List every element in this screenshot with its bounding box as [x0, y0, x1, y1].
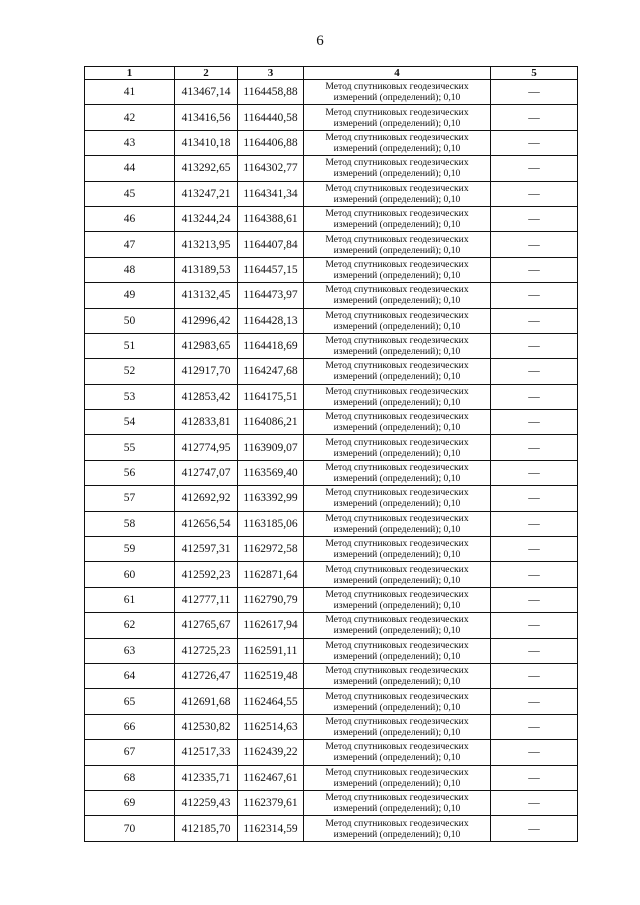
dash-cell: —	[491, 283, 578, 308]
method-line-2: измерений (определений); 0,10	[333, 269, 461, 281]
method-line-2: измерений (определений); 0,10	[333, 803, 461, 815]
table-row	[85, 333, 578, 358]
dash-cell: —	[491, 790, 578, 815]
table-row	[85, 105, 578, 130]
method-line-1: Метод спутниковых геодезических	[325, 589, 469, 600]
coordinates-table	[84, 66, 578, 842]
method-line-1: Метод спутниковых геодезических	[325, 487, 469, 499]
point-number-cell: 58	[85, 511, 175, 536]
method-line-1: Метод спутниковых геодезических	[325, 766, 469, 778]
method-line-2: измерений (определений); 0,10	[333, 447, 461, 459]
y-coordinate-cell: 1163569,40	[238, 460, 304, 485]
method-line-2: измерений (определений); 0,10	[333, 752, 461, 764]
dash-cell: —	[491, 206, 578, 231]
method-cell	[304, 486, 491, 511]
method-cell	[304, 308, 491, 333]
method-cell	[304, 232, 491, 257]
method-cell	[304, 156, 491, 181]
method-line-1: Метод спутниковых геодезических	[325, 817, 469, 829]
method-line-2: измерений (определений); 0,10	[333, 371, 461, 383]
dash-cell: —	[491, 613, 578, 638]
method-cell	[304, 181, 491, 206]
table-row	[85, 562, 578, 587]
dash-cell: —	[491, 156, 578, 181]
method-line-2: измерений (определений); 0,10	[333, 396, 461, 408]
method-cell	[304, 384, 491, 409]
point-number-cell: 69	[85, 790, 175, 815]
y-coordinate-cell: 1162790,79	[238, 587, 304, 612]
method-line-2: измерений (определений); 0,10	[333, 244, 461, 256]
method-line-2: измерений (определений); 0,10	[333, 523, 461, 535]
y-coordinate-cell: 1164175,51	[238, 384, 304, 409]
point-number-cell: 62	[85, 613, 175, 638]
method-line-1: Метод спутниковых геодезических	[325, 538, 469, 550]
method-line-1: Метод спутниковых геодезических	[325, 182, 469, 194]
table-row	[85, 460, 578, 485]
method-cell	[304, 765, 491, 790]
y-coordinate-cell: 1164418,69	[238, 333, 304, 358]
table-row	[85, 257, 578, 282]
method-line-2: измерений (определений); 0,10	[333, 117, 461, 129]
method-line-2: измерений (определений); 0,10	[333, 219, 461, 231]
x-coordinate-cell: 412765,67	[175, 613, 238, 638]
y-coordinate-cell: 1164341,34	[238, 181, 304, 206]
point-number-cell: 61	[85, 587, 175, 612]
table-row	[85, 511, 578, 536]
x-coordinate-cell: 412517,33	[175, 740, 238, 765]
point-number-cell: 53	[85, 384, 175, 409]
table-row	[85, 816, 578, 841]
y-coordinate-cell: 1164440,58	[238, 105, 304, 130]
x-coordinate-cell: 413416,56	[175, 105, 238, 130]
y-coordinate-cell: 1162514,63	[238, 714, 304, 739]
y-coordinate-cell: 1162314,59	[238, 816, 304, 841]
header-col-3: 3	[238, 67, 304, 80]
y-coordinate-cell: 1164388,61	[238, 206, 304, 231]
method-line-1: Метод спутниковых геодезических	[325, 512, 469, 524]
method-line-2: измерений (определений); 0,10	[333, 168, 461, 180]
table-row	[85, 587, 578, 612]
dash-cell: —	[491, 181, 578, 206]
method-cell	[304, 638, 491, 663]
method-line-1: Метод спутниковых геодезических	[325, 741, 469, 753]
point-number-cell: 42	[85, 105, 175, 130]
method-cell	[304, 537, 491, 562]
table-row	[85, 486, 578, 511]
dash-cell: —	[491, 435, 578, 460]
y-coordinate-cell: 1162379,61	[238, 790, 304, 815]
dash-cell: —	[491, 562, 578, 587]
method-line-2: измерений (определений); 0,10	[333, 549, 461, 561]
point-number-cell: 41	[85, 80, 175, 105]
method-cell	[304, 283, 491, 308]
method-line-1: Метод спутниковых геодезических	[325, 462, 469, 474]
method-line-1: Метод спутниковых геодезических	[325, 208, 469, 220]
x-coordinate-cell: 413244,24	[175, 206, 238, 231]
dash-cell: —	[491, 765, 578, 790]
y-coordinate-cell: 1162467,61	[238, 765, 304, 790]
x-coordinate-cell: 412725,23	[175, 638, 238, 663]
method-cell	[304, 130, 491, 155]
dash-cell: —	[491, 816, 578, 841]
method-line-2: измерений (определений); 0,10	[333, 726, 461, 738]
table-row	[85, 638, 578, 663]
method-line-2: измерений (определений); 0,10	[333, 498, 461, 510]
dash-cell: —	[491, 359, 578, 384]
table-row	[85, 156, 578, 181]
method-cell	[304, 511, 491, 536]
dash-cell: —	[491, 587, 578, 612]
y-coordinate-cell: 1162617,94	[238, 613, 304, 638]
y-coordinate-cell: 1164458,88	[238, 80, 304, 105]
x-coordinate-cell: 412983,65	[175, 333, 238, 358]
method-cell	[304, 562, 491, 587]
point-number-cell: 47	[85, 232, 175, 257]
method-cell	[304, 435, 491, 460]
y-coordinate-cell: 1164247,68	[238, 359, 304, 384]
x-coordinate-cell: 412691,68	[175, 689, 238, 714]
method-line-2: измерений (определений); 0,10	[333, 574, 461, 586]
table-row	[85, 765, 578, 790]
x-coordinate-cell: 412656,54	[175, 511, 238, 536]
method-line-1: Метод спутниковых геодезических	[325, 715, 469, 727]
method-line-2: измерений (определений); 0,10	[333, 828, 461, 840]
x-coordinate-cell: 412185,70	[175, 816, 238, 841]
method-line-2: измерений (определений); 0,10	[333, 650, 461, 662]
point-number-cell: 55	[85, 435, 175, 460]
method-cell	[304, 613, 491, 638]
dash-cell: —	[491, 663, 578, 688]
method-line-1: Метод спутниковых геодезических	[325, 792, 469, 804]
x-coordinate-cell: 412774,95	[175, 435, 238, 460]
method-cell	[304, 460, 491, 485]
method-line-2: измерений (определений); 0,10	[333, 701, 461, 713]
method-line-1: Метод спутниковых геодезических	[325, 106, 469, 118]
method-cell	[304, 740, 491, 765]
y-coordinate-cell: 1162439,22	[238, 740, 304, 765]
point-number-cell: 48	[85, 257, 175, 282]
x-coordinate-cell: 412530,82	[175, 714, 238, 739]
method-cell	[304, 333, 491, 358]
method-line-1: Метод спутниковых геодезических	[325, 258, 469, 270]
point-number-cell: 49	[85, 283, 175, 308]
method-cell	[304, 410, 491, 435]
method-line-1: Метод спутниковых геодезических	[325, 81, 469, 93]
x-coordinate-cell: 413467,14	[175, 80, 238, 105]
dash-cell: —	[491, 80, 578, 105]
method-line-2: измерений (определений); 0,10	[333, 625, 461, 637]
x-coordinate-cell: 412747,07	[175, 460, 238, 485]
method-cell	[304, 359, 491, 384]
header-col-4: 4	[304, 67, 491, 80]
method-line-2: измерений (определений); 0,10	[333, 295, 461, 307]
y-coordinate-cell: 1162519,48	[238, 663, 304, 688]
dash-cell: —	[491, 308, 578, 333]
y-coordinate-cell: 1164406,88	[238, 130, 304, 155]
table-row	[85, 714, 578, 739]
method-line-2: измерений (определений); 0,10	[333, 92, 461, 104]
point-number-cell: 63	[85, 638, 175, 663]
dash-cell: —	[491, 105, 578, 130]
table-body	[85, 80, 578, 842]
method-cell	[304, 714, 491, 739]
x-coordinate-cell: 412996,42	[175, 308, 238, 333]
table-row	[85, 613, 578, 638]
method-cell	[304, 105, 491, 130]
table-row	[85, 663, 578, 688]
x-coordinate-cell: 412692,92	[175, 486, 238, 511]
point-number-cell: 50	[85, 308, 175, 333]
y-coordinate-cell: 1162464,55	[238, 689, 304, 714]
x-coordinate-cell: 412335,71	[175, 765, 238, 790]
method-line-2: измерений (определений); 0,10	[333, 676, 461, 688]
y-coordinate-cell: 1162591,11	[238, 638, 304, 663]
dash-cell: —	[491, 689, 578, 714]
point-number-cell: 60	[85, 562, 175, 587]
point-number-cell: 66	[85, 714, 175, 739]
x-coordinate-cell: 413247,21	[175, 181, 238, 206]
table-row	[85, 359, 578, 384]
x-coordinate-cell: 412597,31	[175, 537, 238, 562]
point-number-cell: 45	[85, 181, 175, 206]
method-line-1: Метод спутниковых геодезических	[325, 436, 469, 448]
method-cell	[304, 689, 491, 714]
method-cell	[304, 80, 491, 105]
method-line-1: Метод спутниковых геодезических	[325, 563, 469, 575]
table-row	[85, 308, 578, 333]
y-coordinate-cell: 1164457,15	[238, 257, 304, 282]
method-line-1: Метод спутниковых геодезических	[325, 385, 469, 397]
y-coordinate-cell: 1164086,21	[238, 410, 304, 435]
method-line-2: измерений (определений); 0,10	[333, 473, 461, 485]
point-number-cell: 44	[85, 156, 175, 181]
y-coordinate-cell: 1164302,77	[238, 156, 304, 181]
dash-cell: —	[491, 511, 578, 536]
table-row	[85, 384, 578, 409]
point-number-cell: 52	[85, 359, 175, 384]
method-line-1: Метод спутниковых геодезических	[325, 309, 469, 321]
method-line-1: Метод спутниковых геодезических	[325, 157, 469, 169]
method-line-2: измерений (определений); 0,10	[333, 193, 461, 205]
y-coordinate-cell: 1163392,99	[238, 486, 304, 511]
table-row	[85, 232, 578, 257]
x-coordinate-cell: 412777,11	[175, 587, 238, 612]
y-coordinate-cell: 1162871,64	[238, 562, 304, 587]
dash-cell: —	[491, 460, 578, 485]
method-line-2: измерений (определений); 0,10	[333, 600, 461, 611]
point-number-cell: 64	[85, 663, 175, 688]
y-coordinate-cell: 1164407,84	[238, 232, 304, 257]
table-row	[85, 130, 578, 155]
x-coordinate-cell: 412917,70	[175, 359, 238, 384]
table-row	[85, 790, 578, 815]
method-line-2: измерений (определений); 0,10	[333, 346, 461, 358]
method-cell	[304, 587, 491, 612]
x-coordinate-cell: 412853,42	[175, 384, 238, 409]
x-coordinate-cell: 412833,81	[175, 410, 238, 435]
method-cell	[304, 257, 491, 282]
header-col-1: 1	[85, 67, 175, 80]
table-row	[85, 537, 578, 562]
method-line-1: Метод спутниковых геодезических	[325, 360, 469, 372]
method-line-1: Метод спутниковых геодезических	[325, 690, 469, 702]
header-col-2: 2	[175, 67, 238, 80]
dash-cell: —	[491, 714, 578, 739]
dash-cell: —	[491, 232, 578, 257]
y-coordinate-cell: 1164473,97	[238, 283, 304, 308]
dash-cell: —	[491, 537, 578, 562]
method-cell	[304, 206, 491, 231]
dash-cell: —	[491, 410, 578, 435]
method-line-1: Метод спутниковых геодезических	[325, 233, 469, 245]
point-number-cell: 51	[85, 333, 175, 358]
method-line-1: Метод спутниковых геодезических	[325, 335, 469, 347]
method-line-2: измерений (определений); 0,10	[333, 320, 461, 332]
point-number-cell: 43	[85, 130, 175, 155]
y-coordinate-cell: 1163185,06	[238, 511, 304, 536]
point-number-cell: 54	[85, 410, 175, 435]
table-row	[85, 181, 578, 206]
table-row	[85, 410, 578, 435]
method-line-1: Метод спутниковых геодезических	[325, 284, 469, 296]
method-cell	[304, 790, 491, 815]
point-number-cell: 57	[85, 486, 175, 511]
table-row	[85, 689, 578, 714]
point-number-cell: 67	[85, 740, 175, 765]
table-header-row	[85, 67, 578, 80]
y-coordinate-cell: 1162972,58	[238, 537, 304, 562]
method-cell	[304, 663, 491, 688]
method-line-1: Метод спутниковых геодезических	[325, 614, 469, 626]
dash-cell: —	[491, 638, 578, 663]
point-number-cell: 68	[85, 765, 175, 790]
dash-cell: —	[491, 384, 578, 409]
x-coordinate-cell: 413189,53	[175, 257, 238, 282]
dash-cell: —	[491, 486, 578, 511]
table-row	[85, 206, 578, 231]
method-line-2: измерений (определений); 0,10	[333, 777, 461, 789]
method-cell	[304, 816, 491, 841]
y-coordinate-cell: 1163909,07	[238, 435, 304, 460]
x-coordinate-cell: 412259,43	[175, 790, 238, 815]
point-number-cell: 65	[85, 689, 175, 714]
x-coordinate-cell: 412726,47	[175, 663, 238, 688]
table-row	[85, 80, 578, 105]
table-row	[85, 435, 578, 460]
method-line-1: Метод спутниковых геодезических	[325, 131, 469, 143]
method-line-2: измерений (определений); 0,10	[333, 142, 461, 154]
method-line-1: Метод спутниковых геодезических	[325, 665, 469, 677]
x-coordinate-cell: 413132,45	[175, 283, 238, 308]
table-row	[85, 740, 578, 765]
method-line-1: Метод спутниковых геодезических	[325, 639, 469, 651]
point-number-cell: 59	[85, 537, 175, 562]
point-number-cell: 56	[85, 460, 175, 485]
x-coordinate-cell: 413292,65	[175, 156, 238, 181]
point-number-cell: 46	[85, 206, 175, 231]
point-number-cell: 70	[85, 816, 175, 841]
y-coordinate-cell: 1164428,13	[238, 308, 304, 333]
header-col-5: 5	[491, 67, 578, 80]
page-number: 6	[316, 33, 324, 49]
dash-cell: —	[491, 257, 578, 282]
method-line-2: измерений (определений); 0,10	[333, 422, 461, 434]
dash-cell: —	[491, 740, 578, 765]
x-coordinate-cell: 412592,23	[175, 562, 238, 587]
table-row	[85, 283, 578, 308]
x-coordinate-cell: 413410,18	[175, 130, 238, 155]
dash-cell: —	[491, 130, 578, 155]
dash-cell: —	[491, 333, 578, 358]
method-line-1: Метод спутниковых геодезических	[325, 411, 469, 423]
x-coordinate-cell: 413213,95	[175, 232, 238, 257]
